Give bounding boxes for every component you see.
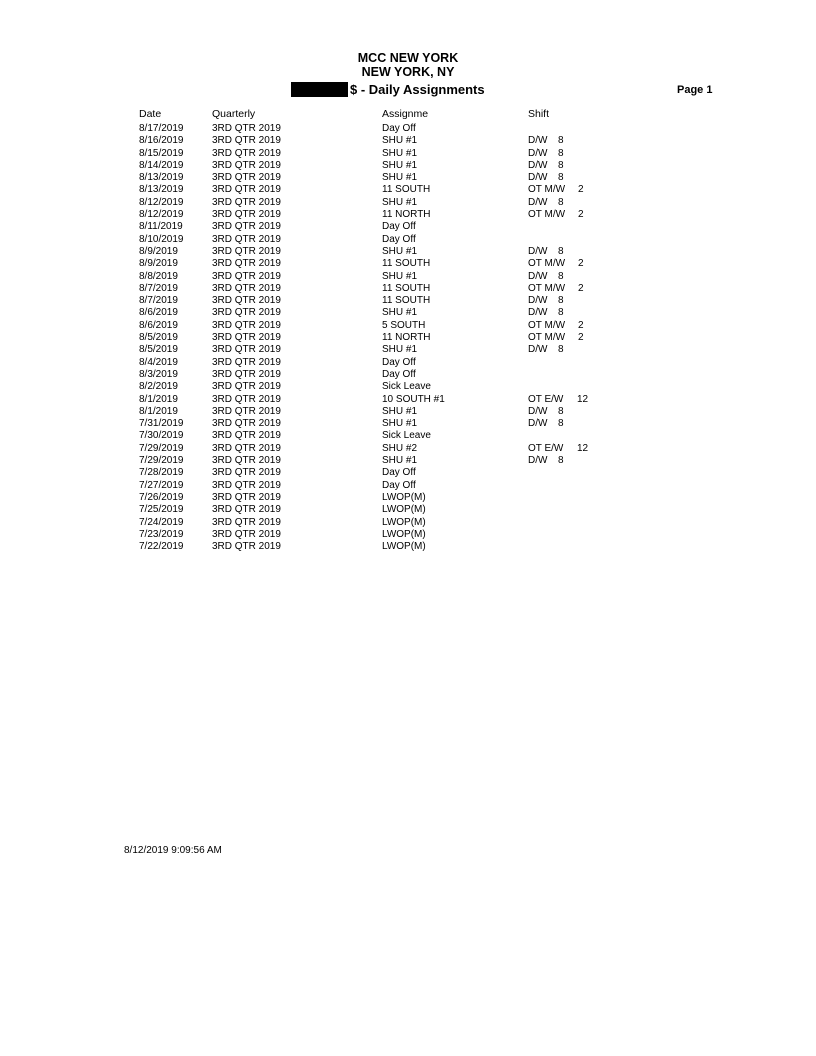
- shift-cell: OT M/W: [528, 258, 566, 270]
- table-row: [0, 123, 816, 135]
- redaction-box: [291, 82, 348, 97]
- date-cell: 7/23/2019: [139, 528, 184, 540]
- assignment-cell: SHU #1: [382, 135, 418, 147]
- table-row: [0, 344, 816, 356]
- date-cell: 8/8/2019: [139, 270, 178, 282]
- quarterly-cell: 3RD QTR 2019: [212, 295, 281, 307]
- table-row: [0, 381, 816, 393]
- shift-cell: D/W: [528, 307, 548, 319]
- table-row: [0, 307, 816, 319]
- column-header-assignment: Assignme: [382, 108, 429, 120]
- date-cell: 8/17/2019: [139, 123, 184, 134]
- assignment-cell: Day Off: [382, 479, 416, 491]
- hours-cell: 2: [578, 184, 584, 196]
- date-cell: 7/22/2019: [139, 541, 184, 553]
- table-row: [0, 258, 816, 270]
- column-header-shift: Shift: [528, 108, 550, 120]
- quarterly-cell: 3RD QTR 2019: [212, 159, 281, 171]
- date-cell: 8/4/2019: [139, 356, 178, 368]
- hours-cell: 2: [578, 209, 584, 221]
- date-cell: 7/29/2019: [139, 442, 184, 454]
- date-cell: 7/29/2019: [139, 455, 184, 467]
- date-cell: 8/14/2019: [139, 159, 184, 171]
- date-cell: 8/12/2019: [139, 196, 184, 208]
- table-row: [0, 271, 816, 283]
- hours-cell: 8: [558, 418, 564, 430]
- shift-cell: OT M/W: [528, 209, 566, 221]
- hours-cell: 8: [558, 270, 564, 282]
- table-row: [0, 221, 816, 233]
- quarterly-cell: 3RD QTR 2019: [212, 135, 281, 147]
- assignment-cell: LWOP(M): [382, 491, 426, 503]
- date-cell: 8/7/2019: [139, 295, 178, 307]
- assignment-cell: 11 NORTH: [382, 209, 431, 221]
- table-row: [0, 197, 816, 209]
- quarterly-cell: 3RD QTR 2019: [212, 381, 281, 393]
- report-location: NEW YORK, NY: [361, 65, 455, 79]
- date-cell: 8/6/2019: [139, 307, 178, 319]
- table-row: [0, 135, 816, 147]
- quarterly-cell: 3RD QTR 2019: [212, 270, 281, 282]
- report-subtitle: $ - Daily Assignments: [350, 82, 485, 97]
- quarterly-cell: 3RD QTR 2019: [212, 491, 281, 503]
- quarterly-cell: 3RD QTR 2019: [212, 307, 281, 319]
- assignment-cell: Day Off: [382, 467, 416, 479]
- table-row: [0, 467, 816, 479]
- assignment-cell: SHU #1: [382, 405, 418, 417]
- quarterly-cell: 3RD QTR 2019: [212, 282, 281, 294]
- quarterly-cell: 3RD QTR 2019: [212, 245, 281, 257]
- column-header-date: Date: [139, 108, 162, 120]
- quarterly-cell: 3RD QTR 2019: [212, 356, 281, 368]
- assignment-cell: LWOP(M): [382, 504, 426, 516]
- quarterly-cell: 3RD QTR 2019: [212, 455, 281, 467]
- date-cell: 8/5/2019: [139, 332, 178, 344]
- shift-cell: D/W: [528, 270, 548, 282]
- assignment-cell: LWOP(M): [382, 541, 426, 553]
- table-row: [0, 283, 816, 295]
- shift-cell: D/W: [528, 196, 548, 208]
- assignment-cell: 5 SOUTH: [382, 319, 426, 331]
- shift-cell: OT M/W: [528, 184, 566, 196]
- quarterly-cell: 3RD QTR 2019: [212, 123, 281, 134]
- shift-cell: D/W: [528, 418, 548, 430]
- quarterly-cell: 3RD QTR 2019: [212, 221, 281, 233]
- date-cell: 7/27/2019: [139, 479, 184, 491]
- table-row: [0, 172, 816, 184]
- assignment-cell: 11 SOUTH: [382, 282, 431, 294]
- table-row: [0, 234, 816, 246]
- table-row: [0, 529, 816, 541]
- shift-cell: D/W: [528, 147, 548, 159]
- date-cell: 8/2/2019: [139, 381, 178, 393]
- quarterly-cell: 3RD QTR 2019: [212, 368, 281, 380]
- shift-cell: D/W: [528, 405, 548, 417]
- hours-cell: 8: [558, 307, 564, 319]
- print-timestamp: 8/12/2019 9:09:56 AM: [124, 845, 222, 856]
- date-cell: 7/25/2019: [139, 504, 184, 516]
- table-row: [0, 443, 816, 455]
- assignment-cell: LWOP(M): [382, 516, 426, 528]
- shift-cell: D/W: [528, 172, 548, 184]
- table-row: [0, 246, 816, 258]
- shift-cell: D/W: [528, 245, 548, 257]
- shift-cell: D/W: [528, 159, 548, 171]
- table-row: [0, 517, 816, 529]
- quarterly-cell: 3RD QTR 2019: [212, 405, 281, 417]
- assignment-cell: Day Off: [382, 368, 416, 380]
- shift-cell: OT E/W: [528, 393, 564, 405]
- quarterly-cell: 3RD QTR 2019: [212, 209, 281, 221]
- column-header-quarterly: Quarterly: [212, 108, 256, 120]
- shift-cell: D/W: [528, 455, 548, 467]
- assignment-cell: Day Off: [382, 221, 416, 233]
- table-row: [0, 160, 816, 172]
- hours-cell: 8: [558, 147, 564, 159]
- table-row: [0, 332, 816, 344]
- quarterly-cell: 3RD QTR 2019: [212, 393, 281, 405]
- assignment-cell: 11 NORTH: [382, 332, 431, 344]
- date-cell: 7/30/2019: [139, 430, 184, 442]
- assignment-cell: 11 SOUTH: [382, 184, 431, 196]
- hours-cell: 12: [577, 393, 589, 405]
- quarterly-cell: 3RD QTR 2019: [212, 504, 281, 516]
- quarterly-cell: 3RD QTR 2019: [212, 258, 281, 270]
- assignment-cell: LWOP(M): [382, 528, 426, 540]
- table-row: [0, 148, 816, 160]
- shift-cell: OT M/W: [528, 319, 566, 331]
- date-cell: 8/9/2019: [139, 245, 178, 257]
- date-cell: 8/11/2019: [139, 221, 183, 233]
- assignment-cell: SHU #1: [382, 196, 418, 208]
- assignment-cell: SHU #1: [382, 418, 418, 430]
- assignment-cell: Day Off: [382, 356, 416, 368]
- assignment-cell: SHU #1: [382, 344, 418, 356]
- quarterly-cell: 3RD QTR 2019: [212, 467, 281, 479]
- quarterly-cell: 3RD QTR 2019: [212, 442, 281, 454]
- assignment-cell: SHU #1: [382, 147, 418, 159]
- shift-cell: D/W: [528, 135, 548, 147]
- hours-cell: 2: [578, 282, 584, 294]
- assignment-cell: SHU #1: [382, 307, 418, 319]
- assignment-cell: SHU #1: [382, 245, 418, 257]
- table-row: [0, 430, 816, 442]
- table-row: [0, 184, 816, 196]
- report-title: MCC NEW YORK: [357, 51, 459, 65]
- table-row: [0, 394, 816, 406]
- assignments-table: [0, 123, 816, 553]
- quarterly-cell: 3RD QTR 2019: [212, 184, 281, 196]
- date-cell: 8/15/2019: [139, 147, 184, 159]
- date-cell: 7/24/2019: [139, 516, 184, 528]
- table-row: [0, 504, 816, 516]
- hours-cell: 8: [558, 295, 564, 307]
- shift-cell: OT E/W: [528, 442, 564, 454]
- table-row: [0, 418, 816, 430]
- date-cell: 8/1/2019: [139, 405, 178, 417]
- table-row: [0, 541, 816, 553]
- date-cell: 8/13/2019: [139, 172, 184, 184]
- hours-cell: 8: [558, 245, 564, 257]
- date-cell: 8/7/2019: [139, 282, 178, 294]
- assignment-cell: SHU #1: [382, 270, 418, 282]
- hours-cell: 12: [577, 442, 589, 454]
- quarterly-cell: 3RD QTR 2019: [212, 319, 281, 331]
- date-cell: 8/9/2019: [139, 258, 178, 270]
- table-row: [0, 357, 816, 369]
- assignment-cell: 10 SOUTH #1: [382, 393, 445, 405]
- table-row: [0, 295, 816, 307]
- assignment-cell: Sick Leave: [382, 430, 431, 442]
- assignment-cell: SHU #1: [382, 455, 418, 467]
- shift-cell: D/W: [528, 295, 548, 307]
- date-cell: 8/12/2019: [139, 209, 184, 221]
- date-cell: 8/6/2019: [139, 319, 178, 331]
- assignment-cell: Day Off: [382, 233, 416, 245]
- quarterly-cell: 3RD QTR 2019: [212, 172, 281, 184]
- hours-cell: 8: [558, 405, 564, 417]
- date-cell: 8/1/2019: [139, 393, 178, 405]
- date-cell: 7/28/2019: [139, 467, 184, 479]
- table-row: [0, 455, 816, 467]
- shift-cell: D/W: [528, 344, 548, 356]
- shift-cell: OT M/W: [528, 282, 566, 294]
- shift-cell: OT M/W: [528, 332, 566, 344]
- quarterly-cell: 3RD QTR 2019: [212, 430, 281, 442]
- quarterly-cell: 3RD QTR 2019: [212, 233, 281, 245]
- hours-cell: 8: [558, 344, 564, 356]
- quarterly-cell: 3RD QTR 2019: [212, 479, 281, 491]
- table-row: [0, 209, 816, 221]
- quarterly-cell: 3RD QTR 2019: [212, 541, 281, 553]
- hours-cell: 8: [558, 159, 564, 171]
- date-cell: 8/3/2019: [139, 368, 178, 380]
- hours-cell: 8: [558, 196, 564, 208]
- hours-cell: 2: [578, 332, 584, 344]
- quarterly-cell: 3RD QTR 2019: [212, 196, 281, 208]
- hours-cell: 8: [558, 455, 564, 467]
- table-row: [0, 480, 816, 492]
- assignment-cell: Sick Leave: [382, 381, 431, 393]
- date-cell: 7/26/2019: [139, 491, 184, 503]
- quarterly-cell: 3RD QTR 2019: [212, 147, 281, 159]
- table-row: [0, 492, 816, 504]
- quarterly-cell: 3RD QTR 2019: [212, 344, 281, 356]
- date-cell: 8/13/2019: [139, 184, 184, 196]
- table-row: [0, 320, 816, 332]
- hours-cell: 8: [558, 135, 564, 147]
- assignment-cell: SHU #1: [382, 172, 418, 184]
- date-cell: 8/16/2019: [139, 135, 184, 147]
- table-row: [0, 406, 816, 418]
- assignment-cell: 11 SOUTH: [382, 295, 431, 307]
- assignment-cell: SHU #2: [382, 442, 418, 454]
- date-cell: 8/5/2019: [139, 344, 178, 356]
- quarterly-cell: 3RD QTR 2019: [212, 332, 281, 344]
- hours-cell: 2: [578, 258, 584, 270]
- assignment-cell: Day Off: [382, 123, 416, 134]
- quarterly-cell: 3RD QTR 2019: [212, 516, 281, 528]
- table-row: [0, 369, 816, 381]
- hours-cell: 8: [558, 172, 564, 184]
- quarterly-cell: 3RD QTR 2019: [212, 418, 281, 430]
- assignment-cell: SHU #1: [382, 159, 418, 171]
- hours-cell: 2: [578, 319, 584, 331]
- quarterly-cell: 3RD QTR 2019: [212, 528, 281, 540]
- assignment-cell: 11 SOUTH: [382, 258, 431, 270]
- date-cell: 8/10/2019: [139, 233, 184, 245]
- date-cell: 7/31/2019: [139, 418, 184, 430]
- page-number: Page 1: [677, 84, 713, 96]
